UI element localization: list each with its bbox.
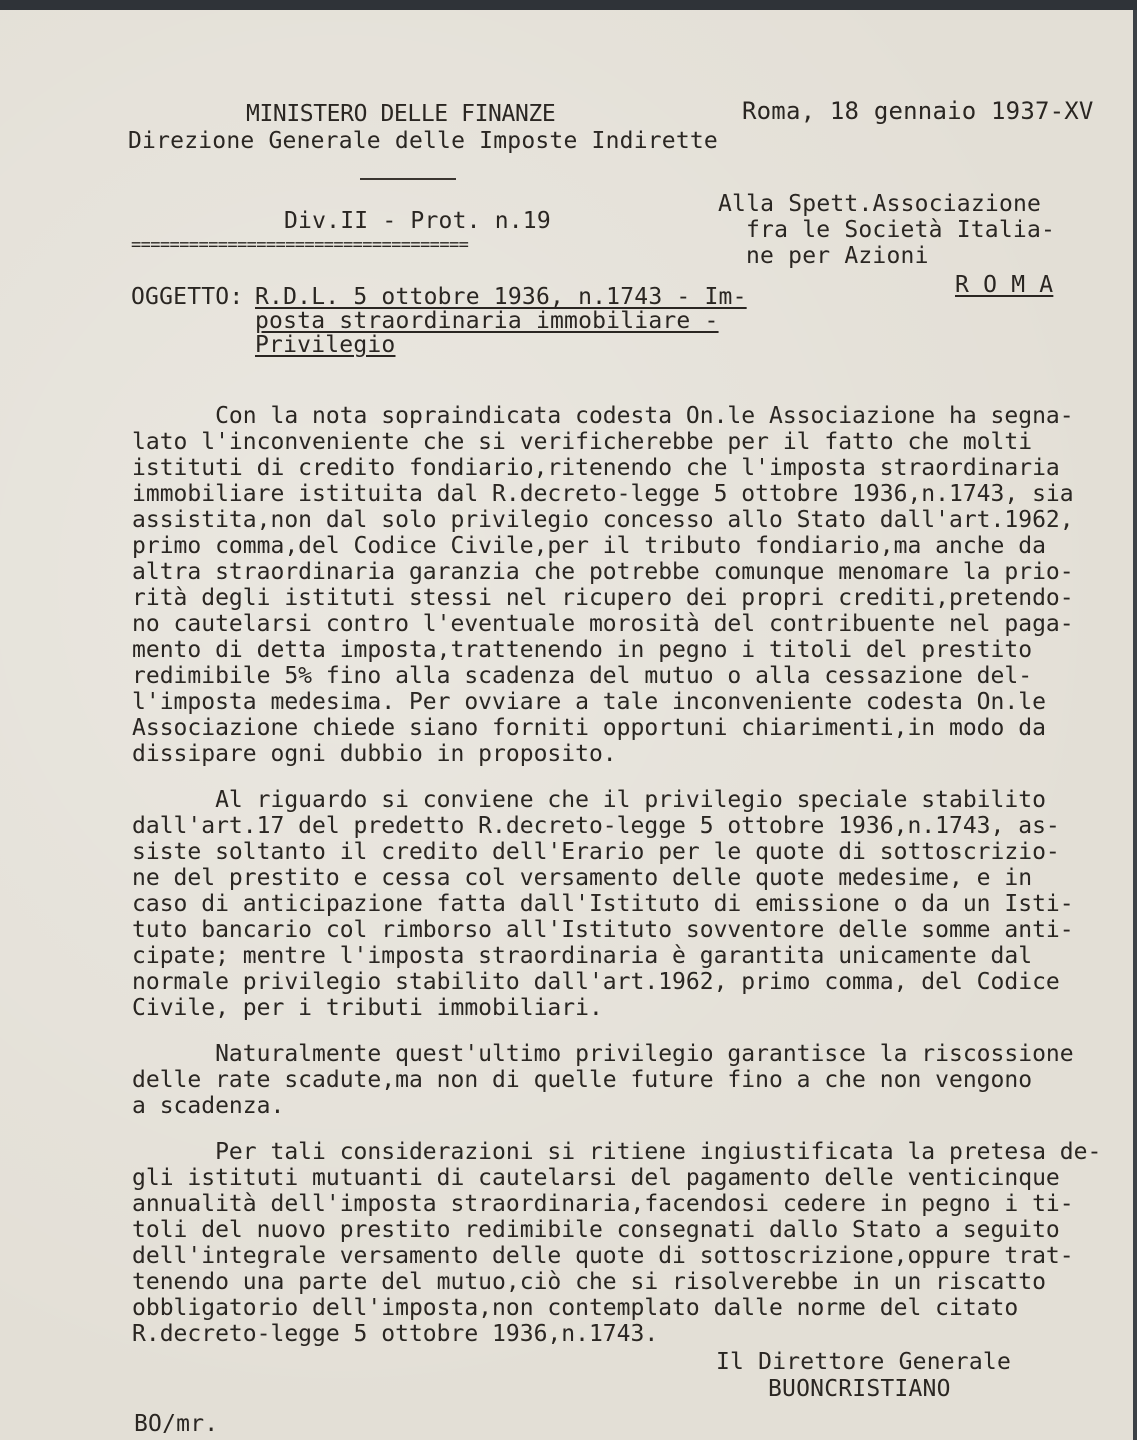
body-line: primo comma,del Codice Civile,per il tributo fondiario,ma anche da: [132, 533, 1046, 559]
reference-initials: BO/mr.: [134, 1411, 219, 1437]
body-line: R.decreto-legge 5 ottobre 1936,n.1743.: [132, 1321, 659, 1347]
recipient-city: R O M A: [955, 272, 1054, 298]
paragraph-1: [132, 403, 1072, 767]
signature-title: Il Direttore Generale: [716, 1349, 1011, 1375]
subject-label: OGGETTO:: [131, 284, 244, 310]
place-date: Roma, 18 gennaio 1937-XV: [742, 97, 1094, 125]
paragraph-2: [132, 787, 1072, 1021]
separator-line: ===================================: [131, 235, 469, 255]
body-line: dissipare ogni dubbio in proposito.: [132, 741, 617, 767]
body-line: tuto bancario col rimborso all'Istituto sovventore delle somme anti-: [132, 917, 1074, 943]
paragraph-3: [132, 1041, 1072, 1119]
body-line: annualità dell'imposta straordinaria,facendosi cedere in pegno i ti-: [132, 1191, 1074, 1217]
scan-edge: [1133, 10, 1137, 1440]
body-line: normale privilegio stabilito dall'art.1962, primo comma, del Codice: [132, 969, 1060, 995]
division-protocol: Div.II - Prot. n.19: [284, 208, 551, 234]
body-line: istituti di credito fondiario,ritenendo che l'imposta straordinaria: [132, 455, 1060, 481]
recipient-line-1: Alla Spett.Associazione: [718, 191, 1042, 217]
body-line: immobiliare istituita dal R.decreto-legge 5 ottobre 1936,n.1743, sia: [132, 481, 1074, 507]
body-line: Per tali considerazioni si ritiene ingiustificata la pretesa de-: [132, 1139, 1102, 1165]
body-line: l'imposta medesima. Per ovviare a tale inconveniente codesta On.le: [132, 689, 1046, 715]
body-line: lato l'inconveniente che si verificherebbe per il fatto che molti: [132, 429, 1033, 455]
body-line: delle rate scadute,ma non di quelle future fino a che non vengono: [132, 1067, 1033, 1093]
subject-line-1: R.D.L. 5 ottobre 1936, n.1743 - Im-: [255, 284, 747, 310]
body-line: obbligatorio dell'imposta,non contemplato dalle norme del citato: [132, 1295, 1019, 1321]
directorate-name: Direzione Generale delle Imposte Indirette: [128, 128, 718, 154]
recipient-line-3: ne per Azioni: [746, 243, 929, 269]
paragraph-4: [132, 1139, 1102, 1347]
subject-line-3: Privilegio: [255, 332, 396, 358]
letter-body: [132, 403, 1102, 1367]
body-line: no cautelarsi contro l'eventuale morosità del contribuente nel paga-: [132, 611, 1074, 637]
body-line: rità degli istituti stessi nel ricupero dei propri crediti,pretendo-: [132, 585, 1074, 611]
body-line: dell'integrale versamento delle quote di sottoscrizione,oppure trat-: [132, 1243, 1074, 1269]
body-line: ne del prestito e cessa col versamento delle quote medesime, e in: [132, 865, 1033, 891]
header-rule: [360, 178, 456, 180]
signature-name: BUONCRISTIANO: [768, 1376, 951, 1402]
body-line: toli del nuovo prestito redimibile consegnati dallo Stato a seguito: [132, 1217, 1060, 1243]
body-line: caso di anticipazione fatta dall'Istituto di emissione o da un Isti-: [132, 891, 1074, 917]
body-line: Con la nota sopraindicata codesta On.le Associazione ha segna-: [132, 403, 1074, 429]
body-line: redimibile 5% fino alla scadenza del mutuo o alla cessazione del-: [132, 663, 1033, 689]
body-line: cipate; mentre l'imposta straordinaria è garantita unicamente dal: [132, 943, 1033, 969]
subject-line-2: posta straordinaria immobiliare -: [255, 308, 719, 334]
body-line: Associazione chiede siano forniti opportuni chiarimenti,in modo da: [132, 715, 1046, 741]
body-line: tenendo una parte del mutuo,ciò che si risolverebbe in un riscatto: [132, 1269, 1046, 1295]
body-line: assistita,non dal solo privilegio concesso allo Stato dall'art.1962,: [132, 507, 1074, 533]
ministry-name: MINISTERO DELLE FINANZE: [246, 101, 556, 127]
body-line: Al riguardo si conviene che il privilegio speciale stabilito: [132, 787, 1046, 813]
body-line: a scadenza.: [132, 1093, 285, 1119]
body-line: gli istituti mutuanti di cautelarsi del pagamento delle venticinque: [132, 1165, 1060, 1191]
body-line: dall'art.17 del predetto R.decreto-legge 5 ottobre 1936,n.1743, as-: [132, 813, 1060, 839]
body-line: siste soltanto il credito dell'Erario per le quote di sottoscrizio-: [132, 839, 1060, 865]
recipient-line-2: fra le Società Italia-: [746, 217, 1056, 243]
body-line: mento di detta imposta,trattenendo in pegno i titoli del prestito: [132, 637, 1033, 663]
body-line: Naturalmente quest'ultimo privilegio garantisce la riscossione: [132, 1041, 1074, 1067]
body-line: altra straordinaria garanzia che potrebbe comunque menomare la prio-: [132, 559, 1074, 585]
body-line: Civile, per i tributi immobiliari.: [132, 995, 603, 1021]
